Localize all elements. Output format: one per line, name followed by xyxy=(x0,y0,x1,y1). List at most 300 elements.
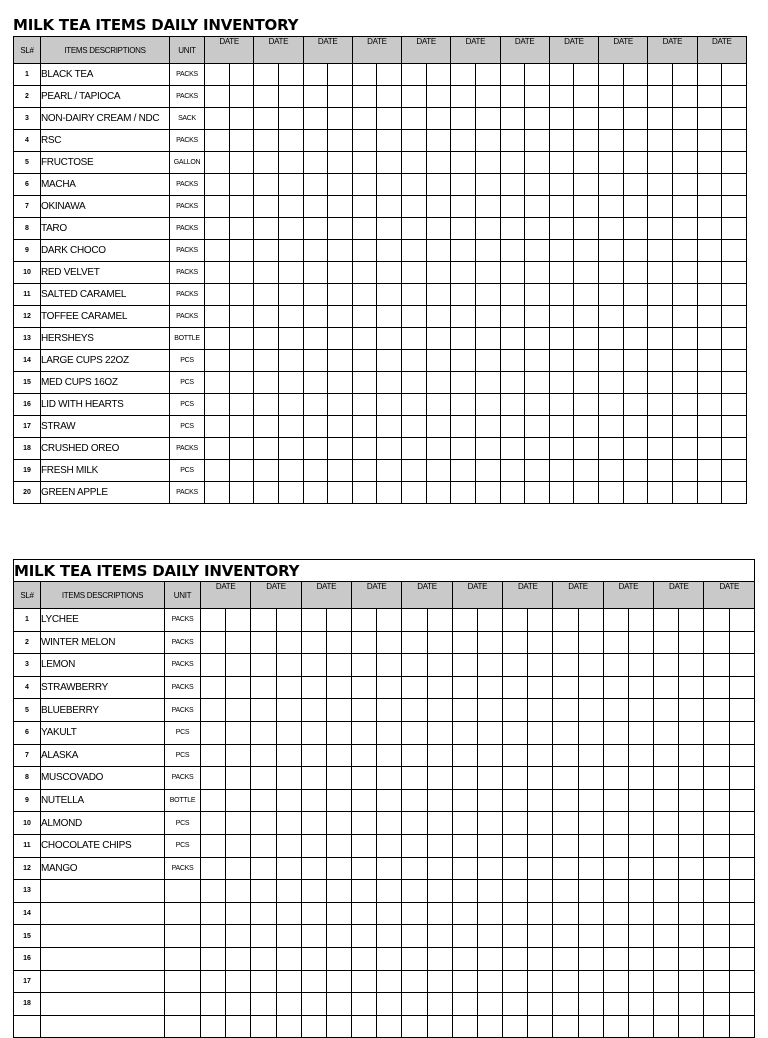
count-cell[interactable] xyxy=(426,86,451,108)
count-cell[interactable] xyxy=(303,306,328,328)
count-cell[interactable] xyxy=(648,460,673,482)
count-cell[interactable] xyxy=(452,676,477,699)
count-cell[interactable] xyxy=(402,654,427,677)
count-cell[interactable] xyxy=(704,812,729,835)
count-cell[interactable] xyxy=(503,834,528,857)
count-cell[interactable] xyxy=(628,902,653,925)
count-cell[interactable] xyxy=(326,789,351,812)
count-cell[interactable] xyxy=(352,460,377,482)
count-cell[interactable] xyxy=(623,416,648,438)
count-cell[interactable] xyxy=(599,460,624,482)
count-cell[interactable] xyxy=(402,880,427,903)
count-cell[interactable] xyxy=(303,284,328,306)
count-cell[interactable] xyxy=(278,284,303,306)
count-cell[interactable] xyxy=(672,306,697,328)
count-cell[interactable] xyxy=(525,108,550,130)
count-cell[interactable] xyxy=(628,880,653,903)
count-cell[interactable] xyxy=(477,699,502,722)
count-cell[interactable] xyxy=(672,438,697,460)
count-cell[interactable] xyxy=(654,744,679,767)
count-cell[interactable] xyxy=(205,64,230,86)
count-cell[interactable] xyxy=(451,86,476,108)
count-cell[interactable] xyxy=(503,857,528,880)
count-cell[interactable] xyxy=(352,699,377,722)
count-cell[interactable] xyxy=(599,284,624,306)
count-cell[interactable] xyxy=(352,1015,377,1038)
count-cell[interactable] xyxy=(226,1015,251,1038)
count-cell[interactable] xyxy=(704,721,729,744)
count-cell[interactable] xyxy=(326,902,351,925)
count-cell[interactable] xyxy=(426,152,451,174)
count-cell[interactable] xyxy=(704,654,729,677)
count-cell[interactable] xyxy=(452,880,477,903)
count-cell[interactable] xyxy=(402,1015,427,1038)
count-cell[interactable] xyxy=(574,350,599,372)
count-cell[interactable] xyxy=(205,482,230,504)
count-cell[interactable] xyxy=(426,328,451,350)
count-cell[interactable] xyxy=(254,152,279,174)
count-cell[interactable] xyxy=(679,880,704,903)
count-cell[interactable] xyxy=(599,350,624,372)
count-cell[interactable] xyxy=(402,925,427,948)
count-cell[interactable] xyxy=(276,789,301,812)
count-cell[interactable] xyxy=(328,350,353,372)
count-cell[interactable] xyxy=(377,350,402,372)
count-cell[interactable] xyxy=(525,372,550,394)
count-cell[interactable] xyxy=(475,108,500,130)
count-cell[interactable] xyxy=(574,174,599,196)
count-cell[interactable] xyxy=(229,394,254,416)
count-cell[interactable] xyxy=(226,609,251,632)
count-cell[interactable] xyxy=(352,676,377,699)
count-cell[interactable] xyxy=(654,947,679,970)
count-cell[interactable] xyxy=(648,350,673,372)
count-cell[interactable] xyxy=(477,654,502,677)
count-cell[interactable] xyxy=(475,130,500,152)
count-cell[interactable] xyxy=(451,196,476,218)
count-cell[interactable] xyxy=(426,306,451,328)
count-cell[interactable] xyxy=(226,902,251,925)
count-cell[interactable] xyxy=(229,174,254,196)
count-cell[interactable] xyxy=(697,108,722,130)
count-cell[interactable] xyxy=(599,86,624,108)
count-cell[interactable] xyxy=(229,416,254,438)
count-cell[interactable] xyxy=(623,196,648,218)
count-cell[interactable] xyxy=(574,262,599,284)
count-cell[interactable] xyxy=(229,482,254,504)
count-cell[interactable] xyxy=(451,394,476,416)
count-cell[interactable] xyxy=(722,262,747,284)
count-cell[interactable] xyxy=(326,947,351,970)
count-cell[interactable] xyxy=(503,1015,528,1038)
count-cell[interactable] xyxy=(475,174,500,196)
count-cell[interactable] xyxy=(328,284,353,306)
count-cell[interactable] xyxy=(603,654,628,677)
count-cell[interactable] xyxy=(578,880,603,903)
count-cell[interactable] xyxy=(402,130,427,152)
count-cell[interactable] xyxy=(528,993,553,1016)
count-cell[interactable] xyxy=(377,438,402,460)
count-cell[interactable] xyxy=(549,394,574,416)
count-cell[interactable] xyxy=(679,857,704,880)
count-cell[interactable] xyxy=(451,460,476,482)
count-cell[interactable] xyxy=(648,152,673,174)
count-cell[interactable] xyxy=(672,86,697,108)
count-cell[interactable] xyxy=(226,676,251,699)
count-cell[interactable] xyxy=(729,812,754,835)
count-cell[interactable] xyxy=(528,902,553,925)
count-cell[interactable] xyxy=(549,284,574,306)
count-cell[interactable] xyxy=(427,654,452,677)
count-cell[interactable] xyxy=(477,970,502,993)
count-cell[interactable] xyxy=(201,1015,226,1038)
count-cell[interactable] xyxy=(477,812,502,835)
count-cell[interactable] xyxy=(549,108,574,130)
count-cell[interactable] xyxy=(528,721,553,744)
count-cell[interactable] xyxy=(722,130,747,152)
count-cell[interactable] xyxy=(377,64,402,86)
count-cell[interactable] xyxy=(229,328,254,350)
count-cell[interactable] xyxy=(697,130,722,152)
count-cell[interactable] xyxy=(722,306,747,328)
count-cell[interactable] xyxy=(377,284,402,306)
count-cell[interactable] xyxy=(648,174,673,196)
count-cell[interactable] xyxy=(623,394,648,416)
count-cell[interactable] xyxy=(328,394,353,416)
count-cell[interactable] xyxy=(226,812,251,835)
count-cell[interactable] xyxy=(623,460,648,482)
count-cell[interactable] xyxy=(654,812,679,835)
count-cell[interactable] xyxy=(251,947,276,970)
count-cell[interactable] xyxy=(549,240,574,262)
count-cell[interactable] xyxy=(377,721,402,744)
count-cell[interactable] xyxy=(402,857,427,880)
count-cell[interactable] xyxy=(205,108,230,130)
count-cell[interactable] xyxy=(722,108,747,130)
count-cell[interactable] xyxy=(201,631,226,654)
count-cell[interactable] xyxy=(679,654,704,677)
count-cell[interactable] xyxy=(276,970,301,993)
count-cell[interactable] xyxy=(477,631,502,654)
count-cell[interactable] xyxy=(278,262,303,284)
count-cell[interactable] xyxy=(654,834,679,857)
count-cell[interactable] xyxy=(451,174,476,196)
count-cell[interactable] xyxy=(427,880,452,903)
count-cell[interactable] xyxy=(503,721,528,744)
count-cell[interactable] xyxy=(722,372,747,394)
count-cell[interactable] xyxy=(301,947,326,970)
count-cell[interactable] xyxy=(278,328,303,350)
count-cell[interactable] xyxy=(553,767,578,790)
count-cell[interactable] xyxy=(452,654,477,677)
count-cell[interactable] xyxy=(229,130,254,152)
count-cell[interactable] xyxy=(603,947,628,970)
count-cell[interactable] xyxy=(201,947,226,970)
count-cell[interactable] xyxy=(722,284,747,306)
count-cell[interactable] xyxy=(704,699,729,722)
count-cell[interactable] xyxy=(697,218,722,240)
count-cell[interactable] xyxy=(553,970,578,993)
count-cell[interactable] xyxy=(205,262,230,284)
count-cell[interactable] xyxy=(229,218,254,240)
count-cell[interactable] xyxy=(201,654,226,677)
count-cell[interactable] xyxy=(704,676,729,699)
count-cell[interactable] xyxy=(301,970,326,993)
count-cell[interactable] xyxy=(251,767,276,790)
count-cell[interactable] xyxy=(503,993,528,1016)
count-cell[interactable] xyxy=(205,328,230,350)
count-cell[interactable] xyxy=(402,482,427,504)
count-cell[interactable] xyxy=(697,262,722,284)
count-cell[interactable] xyxy=(729,631,754,654)
count-cell[interactable] xyxy=(402,789,427,812)
count-cell[interactable] xyxy=(525,438,550,460)
count-cell[interactable] xyxy=(201,857,226,880)
count-cell[interactable] xyxy=(574,460,599,482)
count-cell[interactable] xyxy=(549,196,574,218)
count-cell[interactable] xyxy=(205,438,230,460)
count-cell[interactable] xyxy=(226,834,251,857)
count-cell[interactable] xyxy=(722,482,747,504)
count-cell[interactable] xyxy=(549,460,574,482)
count-cell[interactable] xyxy=(303,482,328,504)
count-cell[interactable] xyxy=(426,394,451,416)
count-cell[interactable] xyxy=(503,812,528,835)
count-cell[interactable] xyxy=(574,218,599,240)
count-cell[interactable] xyxy=(599,64,624,86)
count-cell[interactable] xyxy=(628,834,653,857)
count-cell[interactable] xyxy=(229,460,254,482)
count-cell[interactable] xyxy=(553,699,578,722)
count-cell[interactable] xyxy=(722,64,747,86)
count-cell[interactable] xyxy=(377,744,402,767)
count-cell[interactable] xyxy=(251,880,276,903)
count-cell[interactable] xyxy=(525,152,550,174)
count-cell[interactable] xyxy=(452,834,477,857)
count-cell[interactable] xyxy=(276,676,301,699)
count-cell[interactable] xyxy=(603,789,628,812)
count-cell[interactable] xyxy=(377,394,402,416)
count-cell[interactable] xyxy=(599,482,624,504)
count-cell[interactable] xyxy=(553,880,578,903)
count-cell[interactable] xyxy=(402,218,427,240)
count-cell[interactable] xyxy=(528,1015,553,1038)
count-cell[interactable] xyxy=(628,993,653,1016)
count-cell[interactable] xyxy=(525,240,550,262)
count-cell[interactable] xyxy=(301,721,326,744)
count-cell[interactable] xyxy=(654,993,679,1016)
count-cell[interactable] xyxy=(402,812,427,835)
count-cell[interactable] xyxy=(301,880,326,903)
count-cell[interactable] xyxy=(477,947,502,970)
count-cell[interactable] xyxy=(477,925,502,948)
count-cell[interactable] xyxy=(648,218,673,240)
count-cell[interactable] xyxy=(578,609,603,632)
count-cell[interactable] xyxy=(628,744,653,767)
count-cell[interactable] xyxy=(477,993,502,1016)
count-cell[interactable] xyxy=(500,350,525,372)
count-cell[interactable] xyxy=(205,86,230,108)
count-cell[interactable] xyxy=(328,240,353,262)
count-cell[interactable] xyxy=(276,834,301,857)
count-cell[interactable] xyxy=(352,902,377,925)
count-cell[interactable] xyxy=(301,699,326,722)
count-cell[interactable] xyxy=(528,880,553,903)
count-cell[interactable] xyxy=(402,262,427,284)
count-cell[interactable] xyxy=(578,993,603,1016)
count-cell[interactable] xyxy=(574,394,599,416)
count-cell[interactable] xyxy=(503,609,528,632)
count-cell[interactable] xyxy=(672,130,697,152)
count-cell[interactable] xyxy=(251,654,276,677)
count-cell[interactable] xyxy=(326,744,351,767)
count-cell[interactable] xyxy=(525,86,550,108)
count-cell[interactable] xyxy=(549,306,574,328)
count-cell[interactable] xyxy=(578,812,603,835)
count-cell[interactable] xyxy=(427,699,452,722)
count-cell[interactable] xyxy=(525,416,550,438)
count-cell[interactable] xyxy=(451,262,476,284)
count-cell[interactable] xyxy=(303,174,328,196)
count-cell[interactable] xyxy=(251,1015,276,1038)
count-cell[interactable] xyxy=(528,609,553,632)
count-cell[interactable] xyxy=(377,699,402,722)
count-cell[interactable] xyxy=(528,699,553,722)
count-cell[interactable] xyxy=(426,108,451,130)
count-cell[interactable] xyxy=(599,438,624,460)
count-cell[interactable] xyxy=(549,262,574,284)
count-cell[interactable] xyxy=(352,196,377,218)
count-cell[interactable] xyxy=(426,130,451,152)
count-cell[interactable] xyxy=(528,789,553,812)
count-cell[interactable] xyxy=(704,857,729,880)
count-cell[interactable] xyxy=(500,482,525,504)
count-cell[interactable] xyxy=(603,970,628,993)
count-cell[interactable] xyxy=(679,676,704,699)
count-cell[interactable] xyxy=(352,218,377,240)
count-cell[interactable] xyxy=(427,744,452,767)
count-cell[interactable] xyxy=(672,240,697,262)
count-cell[interactable] xyxy=(402,721,427,744)
count-cell[interactable] xyxy=(528,834,553,857)
count-cell[interactable] xyxy=(254,196,279,218)
count-cell[interactable] xyxy=(278,240,303,262)
count-cell[interactable] xyxy=(528,654,553,677)
count-cell[interactable] xyxy=(377,880,402,903)
count-cell[interactable] xyxy=(326,767,351,790)
count-cell[interactable] xyxy=(254,350,279,372)
count-cell[interactable] xyxy=(574,64,599,86)
count-cell[interactable] xyxy=(528,925,553,948)
count-cell[interactable] xyxy=(402,240,427,262)
count-cell[interactable] xyxy=(574,196,599,218)
count-cell[interactable] xyxy=(451,218,476,240)
count-cell[interactable] xyxy=(426,64,451,86)
count-cell[interactable] xyxy=(254,372,279,394)
count-cell[interactable] xyxy=(475,482,500,504)
count-cell[interactable] xyxy=(352,947,377,970)
count-cell[interactable] xyxy=(500,240,525,262)
count-cell[interactable] xyxy=(722,438,747,460)
count-cell[interactable] xyxy=(251,789,276,812)
count-cell[interactable] xyxy=(475,284,500,306)
count-cell[interactable] xyxy=(276,993,301,1016)
count-cell[interactable] xyxy=(377,993,402,1016)
count-cell[interactable] xyxy=(352,654,377,677)
count-cell[interactable] xyxy=(352,350,377,372)
count-cell[interactable] xyxy=(503,699,528,722)
count-cell[interactable] xyxy=(276,744,301,767)
count-cell[interactable] xyxy=(654,609,679,632)
count-cell[interactable] xyxy=(377,970,402,993)
count-cell[interactable] xyxy=(402,372,427,394)
count-cell[interactable] xyxy=(623,262,648,284)
count-cell[interactable] xyxy=(402,699,427,722)
count-cell[interactable] xyxy=(326,993,351,1016)
count-cell[interactable] xyxy=(377,609,402,632)
count-cell[interactable] xyxy=(226,857,251,880)
count-cell[interactable] xyxy=(226,993,251,1016)
count-cell[interactable] xyxy=(303,438,328,460)
count-cell[interactable] xyxy=(229,438,254,460)
count-cell[interactable] xyxy=(352,394,377,416)
count-cell[interactable] xyxy=(251,834,276,857)
count-cell[interactable] xyxy=(503,654,528,677)
count-cell[interactable] xyxy=(205,416,230,438)
count-cell[interactable] xyxy=(402,108,427,130)
count-cell[interactable] xyxy=(352,64,377,86)
count-cell[interactable] xyxy=(377,857,402,880)
count-cell[interactable] xyxy=(254,284,279,306)
count-cell[interactable] xyxy=(328,460,353,482)
count-cell[interactable] xyxy=(553,857,578,880)
count-cell[interactable] xyxy=(402,676,427,699)
count-cell[interactable] xyxy=(427,925,452,948)
count-cell[interactable] xyxy=(722,152,747,174)
count-cell[interactable] xyxy=(578,857,603,880)
count-cell[interactable] xyxy=(648,284,673,306)
count-cell[interactable] xyxy=(229,306,254,328)
count-cell[interactable] xyxy=(452,744,477,767)
count-cell[interactable] xyxy=(628,699,653,722)
count-cell[interactable] xyxy=(500,196,525,218)
count-cell[interactable] xyxy=(427,721,452,744)
count-cell[interactable] xyxy=(427,947,452,970)
count-cell[interactable] xyxy=(525,284,550,306)
count-cell[interactable] xyxy=(679,767,704,790)
count-cell[interactable] xyxy=(648,86,673,108)
count-cell[interactable] xyxy=(377,306,402,328)
count-cell[interactable] xyxy=(251,902,276,925)
count-cell[interactable] xyxy=(352,262,377,284)
count-cell[interactable] xyxy=(729,676,754,699)
count-cell[interactable] xyxy=(229,108,254,130)
count-cell[interactable] xyxy=(278,416,303,438)
count-cell[interactable] xyxy=(578,744,603,767)
count-cell[interactable] xyxy=(672,394,697,416)
count-cell[interactable] xyxy=(352,438,377,460)
count-cell[interactable] xyxy=(326,721,351,744)
count-cell[interactable] xyxy=(451,130,476,152)
count-cell[interactable] xyxy=(729,902,754,925)
count-cell[interactable] xyxy=(426,416,451,438)
count-cell[interactable] xyxy=(352,306,377,328)
count-cell[interactable] xyxy=(672,262,697,284)
count-cell[interactable] xyxy=(426,284,451,306)
count-cell[interactable] xyxy=(377,902,402,925)
count-cell[interactable] xyxy=(352,789,377,812)
count-cell[interactable] xyxy=(628,947,653,970)
